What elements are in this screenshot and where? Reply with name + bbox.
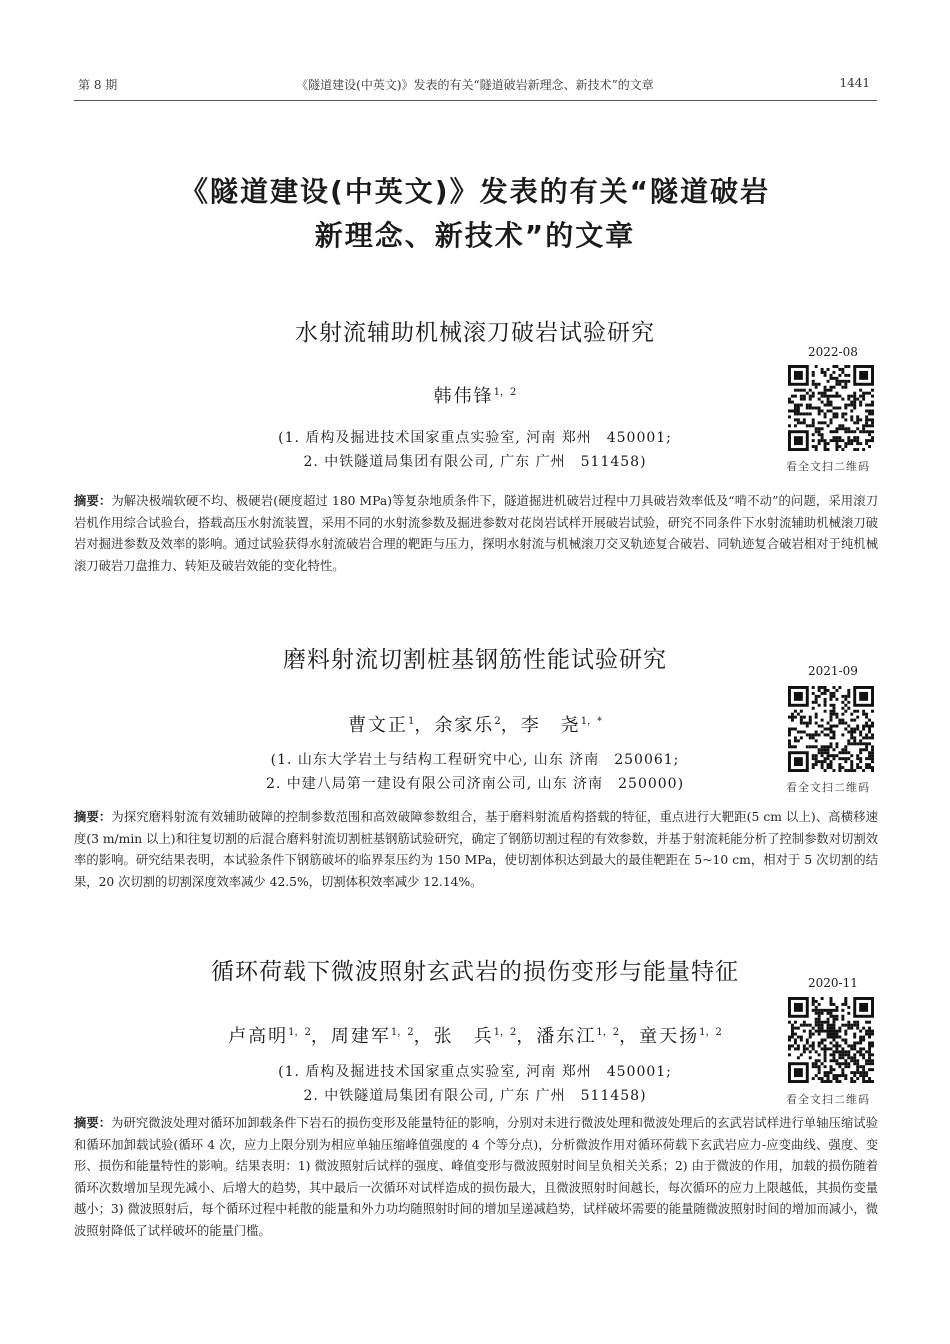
- author-affiliation-mark: 1，2: [288, 1027, 311, 1038]
- abstract: [74, 806, 878, 893]
- abstract-label: 摘要：: [74, 809, 112, 824]
- affiliations: [0, 748, 950, 796]
- author-name: 曹文正: [347, 715, 408, 736]
- affiliations: [0, 1060, 950, 1108]
- running-title: 《隧道建设(中英文)》发表的有关“隧道破岩新理念、新技术”的文章: [296, 78, 654, 92]
- abstract-label: 摘要：: [74, 493, 112, 508]
- author-affiliation-mark: 2: [494, 716, 501, 727]
- affiliation-line: 2. 中建八局第一建设有限公司济南公司, 山东 济南 250000): [265, 776, 685, 792]
- author-list: 卢高明$^{1,2}$，周建军$^{1,2}$，张 兵$^{1,2}$，潘东江$^{1,2}$，童天扬$^{1,2}$: [228, 1026, 722, 1047]
- author-affiliation-mark: 1，2: [493, 1027, 517, 1038]
- affiliation-line: (1. 盾构及掘进技术国家重点实验室, 河南 郑州 450001;: [278, 1064, 672, 1080]
- author-name: 卢高明: [228, 1026, 289, 1047]
- author-name: 余家乐: [434, 715, 495, 736]
- page-title-line-2: 新理念、新技术”的文章: [314, 219, 636, 252]
- abstract-text: 为解决极端软硬不均、极硬岩(硬度超过 180 MPa)等复杂地质条件下，隧道掘进机破岩过程中刀具破岩效率低及“啃不动”的问题，采用滚刀岩机作用综合试验台，搭载高压水射流装置，采用不同的水射流参数及掘进参数对花岗岩试样开展破岩试验，研究不同条件下水射流辅助机械滚刀破岩对掘进参数及效率的影响。通过试验获得水射流破岩合理的靶距与压力，探明水射流与机械滚刀交叉轨迹复合破岩、同轨迹复合破岩相对于纯机械滚刀破岩刀盘推力、转矩及破岩效能的变化特性。: [74, 494, 878, 573]
- qr-caption: 看全文扫二维码: [786, 1093, 870, 1106]
- author-name: 潘东江: [536, 1026, 597, 1047]
- author-name: 韩伟锋: [433, 386, 494, 407]
- author-affiliation-mark: 1: [407, 716, 415, 727]
- affiliation-line: 2. 中铁隧道局集团有限公司, 广东 广州 511458): [303, 454, 647, 470]
- abstract: [74, 1112, 878, 1242]
- article-title[interactable]: 水射流辅助机械滚刀破岩试验研究: [295, 320, 655, 346]
- affiliation-line: 2. 中铁隧道局集团有限公司, 广东 广州 511458): [303, 1088, 647, 1104]
- affiliation-line: (1. 山东大学岩土与结构工程研究中心, 山东 济南 250061;: [270, 752, 680, 768]
- author-name: 李 尧: [520, 715, 581, 736]
- header-rule: [74, 100, 877, 101]
- publish-date: 2022-08: [808, 345, 858, 359]
- page-number: 1441: [839, 76, 870, 90]
- abstract: [74, 490, 878, 577]
- author-affiliation-mark: 1，2: [493, 387, 517, 398]
- author-name: 周建军: [330, 1026, 391, 1047]
- author-affiliation-mark: 1，2: [390, 1027, 414, 1038]
- issue-number: 第 8 期: [78, 78, 118, 92]
- publish-date: 2021-09: [808, 664, 858, 678]
- author-affiliation-mark: 1，2: [596, 1027, 620, 1038]
- author-affiliation-mark: 1，2: [699, 1027, 722, 1038]
- abstract-text: 为研究微波处理对循环加卸载条件下岩石的损伤变形及能量特征的影响，分别对未进行微波处理和微波处理后的玄武岩试样进行单轴压缩试验和循环加卸载试验(循环 4 次，应力上限分别为相应单轴压缩峰值强度的 4 个等分点)，分析微波作用对循环荷载下玄武岩应力-应变曲线、强度、变形、损伤和能量特性的影响。结果表明：1) 微波照射后试样的强度、峰值变形与微波照射时间呈负相关关系；2) 由于微波的作用，加载的损伤随着循环次数增加呈现先减小、后增大的趋势，其中最后一次循环对试样造成的损伤最大，且微波照射时间越长，每次循环的应力上限越低，其损伤变量越小；3) 微波照射后，每个循环过程中耗散的能量和外力功均随照射时间的增加呈递减趋势，试样破坏需要的能量随微波照射时间的增加而减小，微波照射降低了试样破坏的能量门槛。: [74, 1116, 878, 1238]
- abstract-text: 为探究磨料射流有效辅助破障的控制参数范围和高效破障参数组合，基于磨料射流盾构搭载的特征，重点进行大靶距(5 cm 以上)、高横移速度(3 m/min 以上)和往复切割的后混合磨料射流切割桩基钢筋试验研究，确定了钢筋切割过程的有效参数，并基于射流耗能分析了控制参数对切割效率的影响。研究结果表明，本试验条件下钢筋破坏的临界泵压约为 150 MPa，使切割体积达到最大的最佳靶距在 5~10 cm，相对于 5 次切割的结果，20 次切割的切割深度效率减少 42.5%，切割体积效率减少 12.14%。: [74, 810, 878, 889]
- publish-date: 2020-11: [808, 976, 858, 990]
- article-title[interactable]: 循环荷载下微波照射玄武岩的损伤变形与能量特征: [211, 959, 739, 985]
- article-title[interactable]: 磨料射流切割桩基钢筋性能试验研究: [283, 647, 667, 673]
- qr-caption: 看全文扫二维码: [786, 781, 870, 794]
- page-title-line-1: 《隧道建设(中英文)》发表的有关“隧道破岩: [180, 175, 770, 208]
- qr-caption: 看全文扫二维码: [786, 460, 870, 473]
- abstract-label: 摘要：: [74, 1115, 112, 1130]
- affiliations: [0, 426, 950, 474]
- author-list: 曹文正$^1$，余家乐$^2$，李 尧$^{1,*}$: [347, 715, 603, 736]
- author-name: 童天扬: [639, 1026, 700, 1047]
- affiliation-line: (1. 盾构及掘进技术国家重点实验室, 河南 郑州 450001;: [278, 430, 672, 446]
- author-list: [0, 382, 950, 408]
- author-name: 张 兵: [433, 1026, 494, 1047]
- author-affiliation-mark: 1，*: [580, 716, 603, 727]
- page-title: [0, 170, 950, 258]
